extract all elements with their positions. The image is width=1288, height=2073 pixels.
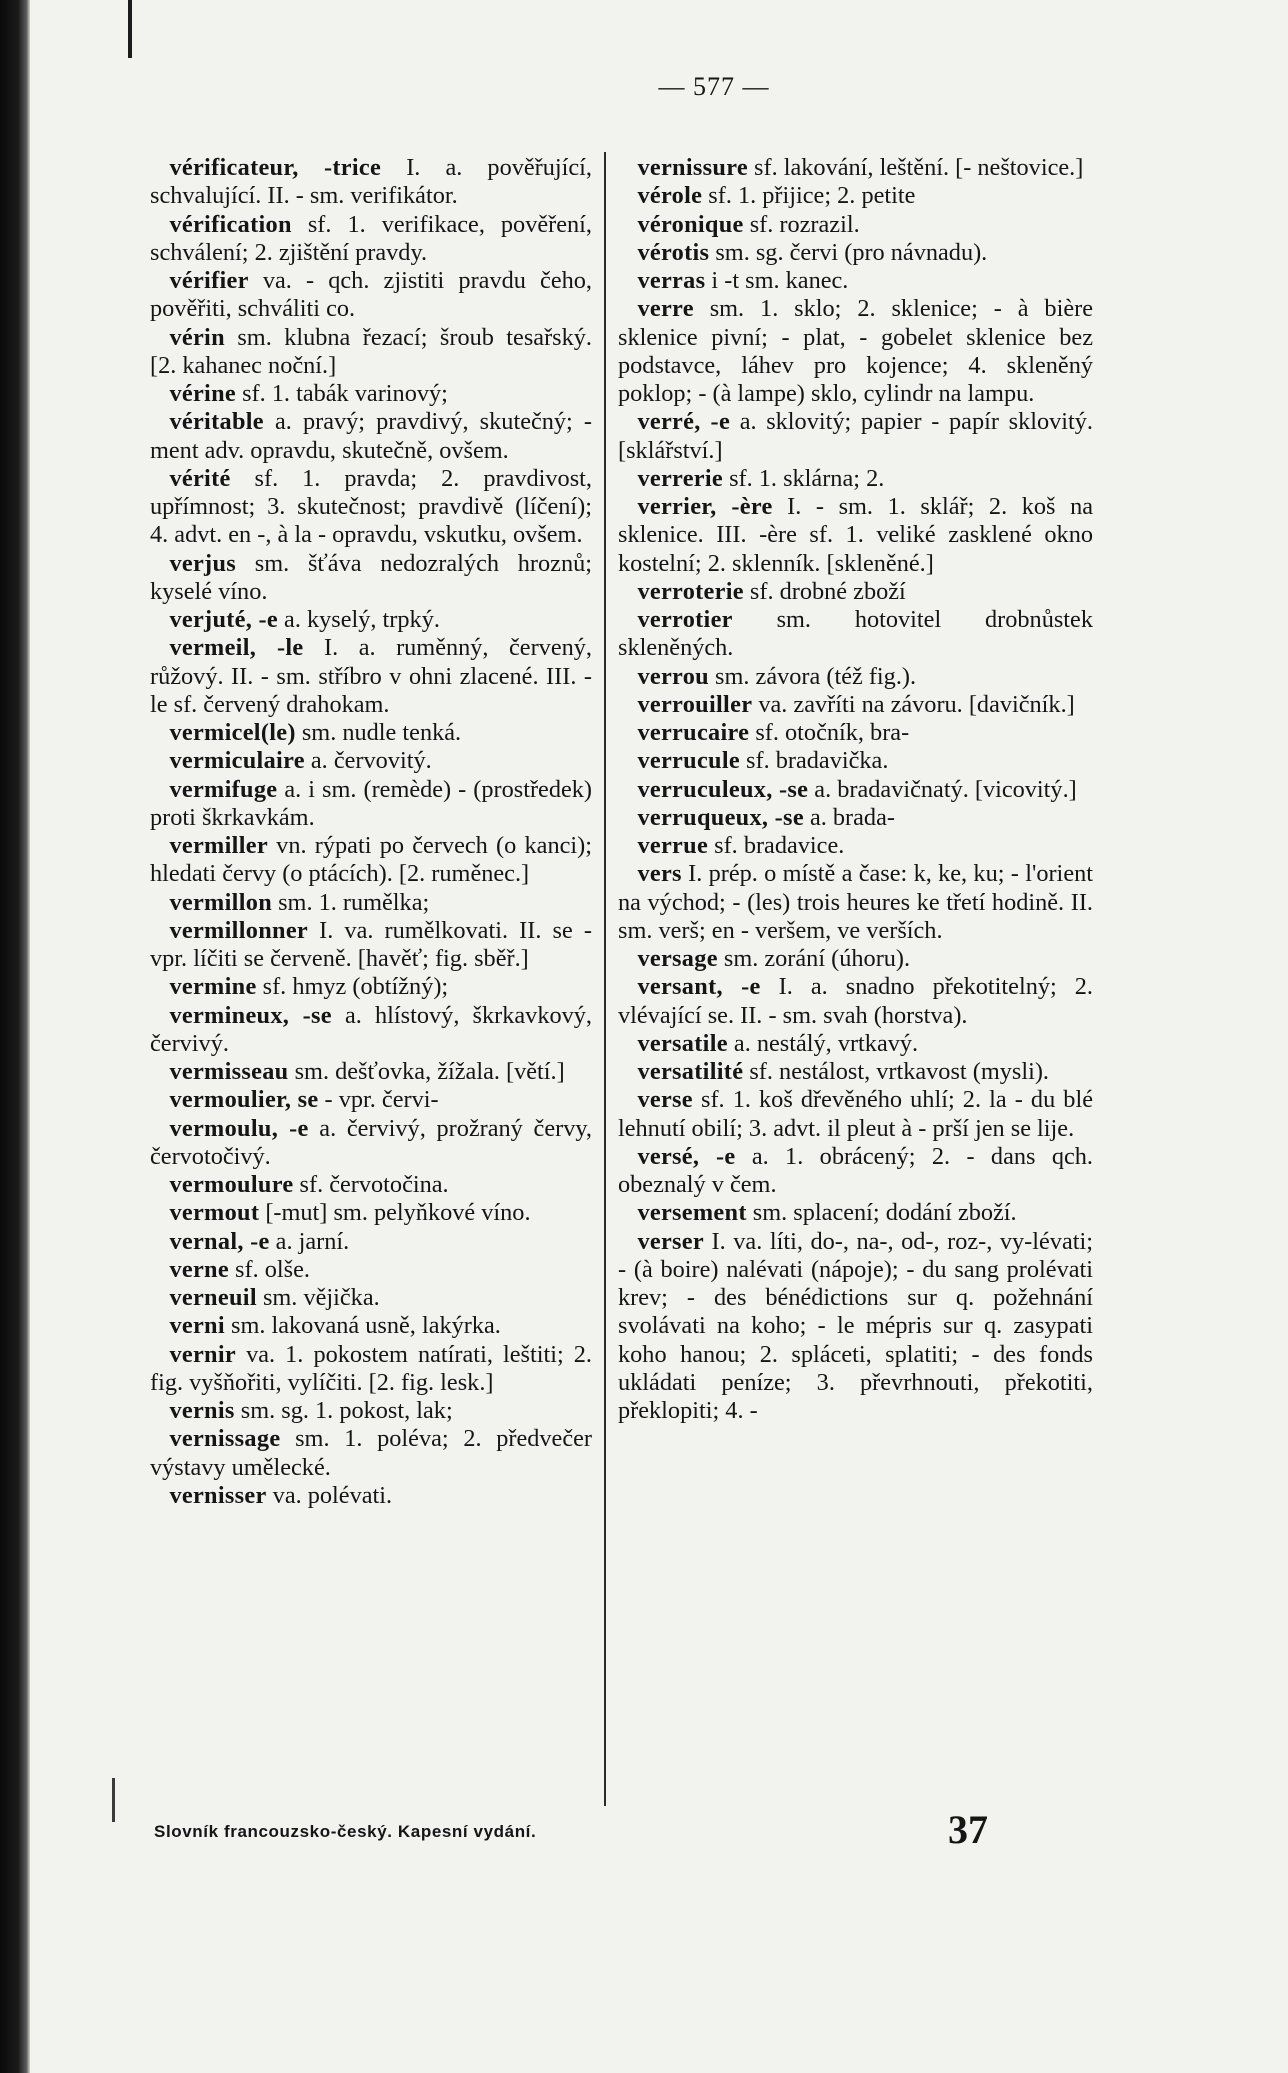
headword: vernis [169, 1397, 235, 1424]
headword: verrerie [637, 464, 724, 492]
headword: vermillonner [169, 916, 308, 944]
definition: sm. vějička. [256, 1284, 380, 1311]
definition: va. zavříti na závoru. [davičník.] [752, 690, 1075, 718]
dictionary-entry [150, 1228, 592, 1256]
dictionary-entry [618, 211, 1093, 239]
definition: sf. rozrazil. [743, 210, 860, 238]
definition: sf. 1. přijice; 2. petite [702, 182, 916, 210]
headword: vérificateur, -trice [169, 154, 382, 181]
headword: vérification [169, 210, 292, 238]
margin-mark [112, 1778, 115, 1822]
dictionary-entry [150, 606, 592, 634]
dictionary-entry [618, 267, 1093, 295]
headword: vers [637, 860, 682, 888]
headword: verrue [637, 832, 709, 859]
dictionary-entry [618, 945, 1093, 973]
page-edge-mark [128, 0, 132, 58]
headword: verni [169, 1312, 225, 1340]
dictionary-entry [618, 606, 1093, 663]
headword: vernal, -e [169, 1227, 270, 1255]
dictionary-entry [618, 578, 1093, 606]
definition: sf. nestálost, vrtkavost (mysli). [743, 1058, 1049, 1085]
dictionary-entry [618, 691, 1093, 719]
headword: verras [637, 267, 706, 294]
right-column [618, 154, 1093, 1804]
dictionary-entry [150, 324, 592, 381]
definition: sm. 1. sklo; 2. sklenice; - à bière sklenice pivní; - plat, - gobelet sklenice bez podstavce, láhev pro kojence; 4. skleněný poklop; - (à lampe) sklo, cylindr na lampu. [618, 295, 1093, 407]
dictionary-entry [150, 917, 592, 974]
dictionary-entry [618, 860, 1093, 945]
dictionary-entry [618, 1030, 1093, 1058]
definition: a. kyselý, trpký. [277, 606, 440, 633]
definition: sm. závora (též fig.). [708, 662, 917, 690]
definition: I. va. líti, do-, na-, od-, roz-, vy-lévati; - (à boire) nalévati (nápoje); - du sang prolévati krev; - des bénédictions sur q. požehnání svolávati na koho; - le mépris sur q. zasypati koho hanou; 2. spláceti, splatiti; - des fonds ukládati peníze; 3. převrhnouti, překotiti, překlopiti; 4. - [618, 1227, 1093, 1424]
definition: sm. hotovitel drobnůstek skleněných. [618, 606, 1093, 662]
dictionary-entry [618, 719, 1093, 747]
headword: vermiller [169, 832, 268, 859]
definition: a. jarní. [269, 1227, 350, 1255]
dictionary-entry [618, 408, 1093, 465]
dictionary-entry [618, 239, 1093, 267]
column-divider [604, 152, 606, 1806]
headword: verne [169, 1255, 229, 1283]
dictionary-entry [150, 1312, 592, 1340]
dictionary-entry [618, 1058, 1093, 1086]
dictionary-entry [618, 1228, 1093, 1426]
dictionary-entry [150, 832, 592, 889]
headword: versé, -e [637, 1142, 736, 1170]
dictionary-entry [618, 1086, 1093, 1143]
definition: a. červivý, prožraný červy, červotočivý. [150, 1114, 592, 1170]
definition: sf. drobné zboží [743, 577, 906, 605]
headword: verrou [637, 662, 709, 690]
dictionary-entry [618, 1199, 1093, 1227]
definition: sf. 1. verifikace, pověření, schválení; 2. zjištění pravdy. [150, 210, 592, 266]
dictionary-entry [618, 663, 1093, 691]
headword: vérifier [169, 267, 249, 294]
definition: a. hlístový, škrkavkový, červivý. [150, 1001, 592, 1057]
headword: vermoulier, se [169, 1086, 319, 1114]
dictionary-entry [150, 1256, 592, 1284]
definition: - vpr. červi- [318, 1086, 439, 1114]
definition: a. 1. obrácený; 2. - dans qch. obeznalý v čem. [618, 1142, 1093, 1198]
definition: [-mut] sm. pelyňkové víno. [259, 1199, 531, 1227]
headword: verjuté, -e [169, 606, 278, 633]
dictionary-entry [150, 550, 592, 607]
definition: sm. dešťovka, žížala. [větí.] [288, 1058, 565, 1085]
headword: verré, -e [637, 408, 731, 436]
definition: I. a. pověřující, schvalující. II. - sm. verifikátor. [150, 154, 592, 210]
definition: a. i sm. (remède) - (prostředek) proti škrkavkám. [150, 775, 592, 831]
dictionary-entry [150, 1482, 592, 1510]
dictionary-entry [618, 465, 1093, 493]
definition: sm. splacení; dodání zboží. [746, 1199, 1017, 1227]
dictionary-entry [150, 1284, 592, 1312]
definition: sf. bradavice. [708, 832, 845, 859]
definition: sm. sg. 1. pokost, lak; [234, 1397, 453, 1424]
definition: sm. 1. poléva; 2. předvečer výstavy umělecké. [150, 1425, 592, 1481]
definition: sf. 1. sklárna; 2. [723, 464, 885, 492]
headword: vernir [169, 1340, 237, 1368]
headword: vermeil, -le [169, 634, 304, 662]
definition: I. va. rumělkovati. II. se - vpr. líčiti se červeně. [havěť; fig. sběř.] [150, 916, 592, 972]
definition: I. a. snadno překotitelný; 2. vlévající se. II. - sm. svah (horstva). [618, 973, 1093, 1029]
dictionary-entry [618, 493, 1093, 578]
headword: verruculeux, -se [637, 775, 809, 803]
definition: sf. bradavička. [739, 747, 889, 775]
headword: vermout [169, 1199, 260, 1227]
dictionary-entry [150, 747, 592, 775]
dictionary-entry [150, 1002, 592, 1059]
dictionary-entry [150, 889, 592, 917]
definition: va. polévati. [266, 1481, 393, 1509]
headword: véritable [169, 408, 264, 436]
dictionary-entry [150, 465, 592, 550]
definition: a. červovitý. [304, 747, 432, 775]
dictionary-entry [618, 154, 1093, 182]
dictionary-entry [150, 380, 592, 408]
headword: vernissure [637, 154, 748, 181]
definition: va. 1. pokostem natírati, leštiti; 2. fig. vyšňořiti, vylíčiti. [2. fig. lesk.] [150, 1340, 592, 1396]
headword: vérité [169, 464, 231, 492]
dictionary-entry [150, 1115, 592, 1172]
left-column [150, 154, 592, 1804]
footer-title: Slovník francouzsko-český. Kapesní vydání. [154, 1822, 537, 1841]
dictionary-entry [150, 1397, 592, 1425]
dictionary-entry [618, 747, 1093, 775]
definition: a. pravý; pravdivý, skutečný; -ment adv. opravdu, skutečně, ovšem. [150, 408, 592, 464]
headword: versant, -e [637, 973, 761, 1001]
definition: sf. olše. [228, 1255, 310, 1283]
headword: vermoulu, -e [169, 1114, 309, 1142]
definition: a. brada- [803, 803, 895, 831]
definition: sf. hmyz (obtížný); [256, 973, 449, 1001]
headword: verroterie [637, 577, 744, 605]
definition: sf. otočník, bra- [749, 719, 910, 746]
headword: véronique [637, 210, 744, 238]
headword: verrouiller [637, 690, 753, 718]
dictionary-entry [150, 1171, 592, 1199]
dictionary-entry [150, 1086, 592, 1114]
headword: verrucule [637, 747, 740, 775]
dictionary-entry [618, 804, 1093, 832]
headword: versement [637, 1199, 747, 1227]
definition: a. sklovitý; papier - papír sklovitý. [sklářství.] [618, 408, 1093, 464]
signature-mark: 37 [948, 1807, 988, 1852]
dictionary-entry [150, 1341, 592, 1398]
definition: va. - qch. zjistiti pravdu čeho, pověřiti, schváliti co. [150, 267, 592, 323]
definition: sf. 1. pravda; 2. pravdivost, upřímnost; 3. skutečnost; pravdivě (líčení); 4. advt. en -, à la - opravdu, vskutku, ovšem. [150, 464, 592, 549]
definition: sm. šťáva nedozralých hroznů; kyselé víno. [150, 549, 592, 605]
headword: vermicel(le) [169, 719, 296, 746]
dictionary-entry [618, 1143, 1093, 1200]
headword: vérin [169, 323, 225, 351]
page-number: — 577 — [658, 72, 770, 101]
definition: I. prép. o místě a čase: k, ke, ku; - l'orient na východ; - (les) trois heures ke třetí hodině. II. sm. verš; en - veršem, ve verších. [618, 860, 1093, 944]
dictionary-entry [150, 719, 592, 747]
definition: I. - sm. 1. sklář; 2. koš na sklenice. III. -ère sf. 1. veliké zasklené okno kostelní; 2. sklenník. [skleněné.] [618, 493, 1093, 577]
headword: vermoulure [169, 1171, 294, 1198]
definition: i -t sm. kanec. [705, 267, 849, 294]
definition: sm. lakovaná usně, lakýrka. [224, 1312, 501, 1340]
headword: verre [637, 295, 694, 323]
headword: vermillon [169, 888, 273, 916]
dictionary-entry [150, 634, 592, 719]
headword: versatilité [637, 1058, 744, 1085]
binding-gutter [0, 0, 30, 2073]
headword: verruqueux, -se [637, 803, 804, 831]
headword: verjus [169, 549, 237, 577]
dictionary-entry [618, 832, 1093, 860]
definition: a. bradavičnatý. [vicovitý.] [808, 775, 1077, 803]
headword: verneuil [169, 1284, 257, 1311]
definition: sf. červotočina. [293, 1171, 449, 1198]
headword: verrucaire [637, 719, 750, 746]
definition: sf. 1. tabák varinový; [236, 380, 448, 407]
definition: vn. rýpati po červech (o kanci); hledati červy (o ptácích). [2. ruměnec.] [150, 832, 592, 888]
headword: vérotis [637, 238, 710, 266]
dictionary-entry [150, 408, 592, 465]
headword: vernissage [169, 1425, 281, 1453]
headword: verrier, -ère [637, 493, 773, 520]
definition: sm. nudle tenká. [295, 719, 462, 746]
headword: vernisser [169, 1481, 267, 1509]
headword: vérole [637, 182, 703, 210]
definition: sm. 1. rumělka; [272, 888, 430, 916]
dictionary-entry [150, 154, 592, 211]
headword: vermiculaire [169, 747, 305, 775]
headword: versage [637, 945, 718, 972]
dictionary-entry [150, 211, 592, 268]
definition: I. a. ruměnný, červený, růžový. II. - sm. stříbro v ohni zlacené. III. -le sf. červený drahokam. [150, 634, 592, 718]
headword: versatile [637, 1029, 728, 1057]
headword: verse [637, 1086, 693, 1114]
dictionary-entry [150, 267, 592, 324]
headword: vermine [169, 973, 257, 1001]
definition: sf. 1. koš dřevěného uhlí; 2. la - du blé lehnutí obilí; 3. advt. il pleut à - prší jen se lije. [618, 1086, 1093, 1142]
headword: verrotier [637, 606, 733, 633]
headword: vérine [169, 380, 237, 407]
definition: sm. zorání (úhoru). [717, 945, 911, 972]
dictionary-entry [150, 1425, 592, 1482]
definition: a. nestálý, vrtkavý. [727, 1029, 919, 1057]
definition: sf. lakování, leštění. [- neštovice.] [747, 154, 1084, 181]
headword: vermifuge [169, 775, 278, 803]
dictionary-entry [618, 295, 1093, 408]
dictionary-entry [618, 182, 1093, 210]
dictionary-entry [150, 776, 592, 833]
headword: vermineux, -se [169, 1001, 332, 1029]
headword: verser [637, 1227, 704, 1255]
dictionary-entry [150, 973, 592, 1001]
dictionary-entry [150, 1199, 592, 1227]
dictionary-entry [618, 776, 1093, 804]
definition: sm. klubna řezací; šroub tesařský. [2. kahanec noční.] [150, 323, 592, 379]
dictionary-entry [150, 1058, 592, 1086]
dictionary-entry [618, 973, 1093, 1030]
definition: sm. sg. červi (pro návnadu). [709, 238, 988, 266]
headword: vermisseau [169, 1058, 289, 1085]
